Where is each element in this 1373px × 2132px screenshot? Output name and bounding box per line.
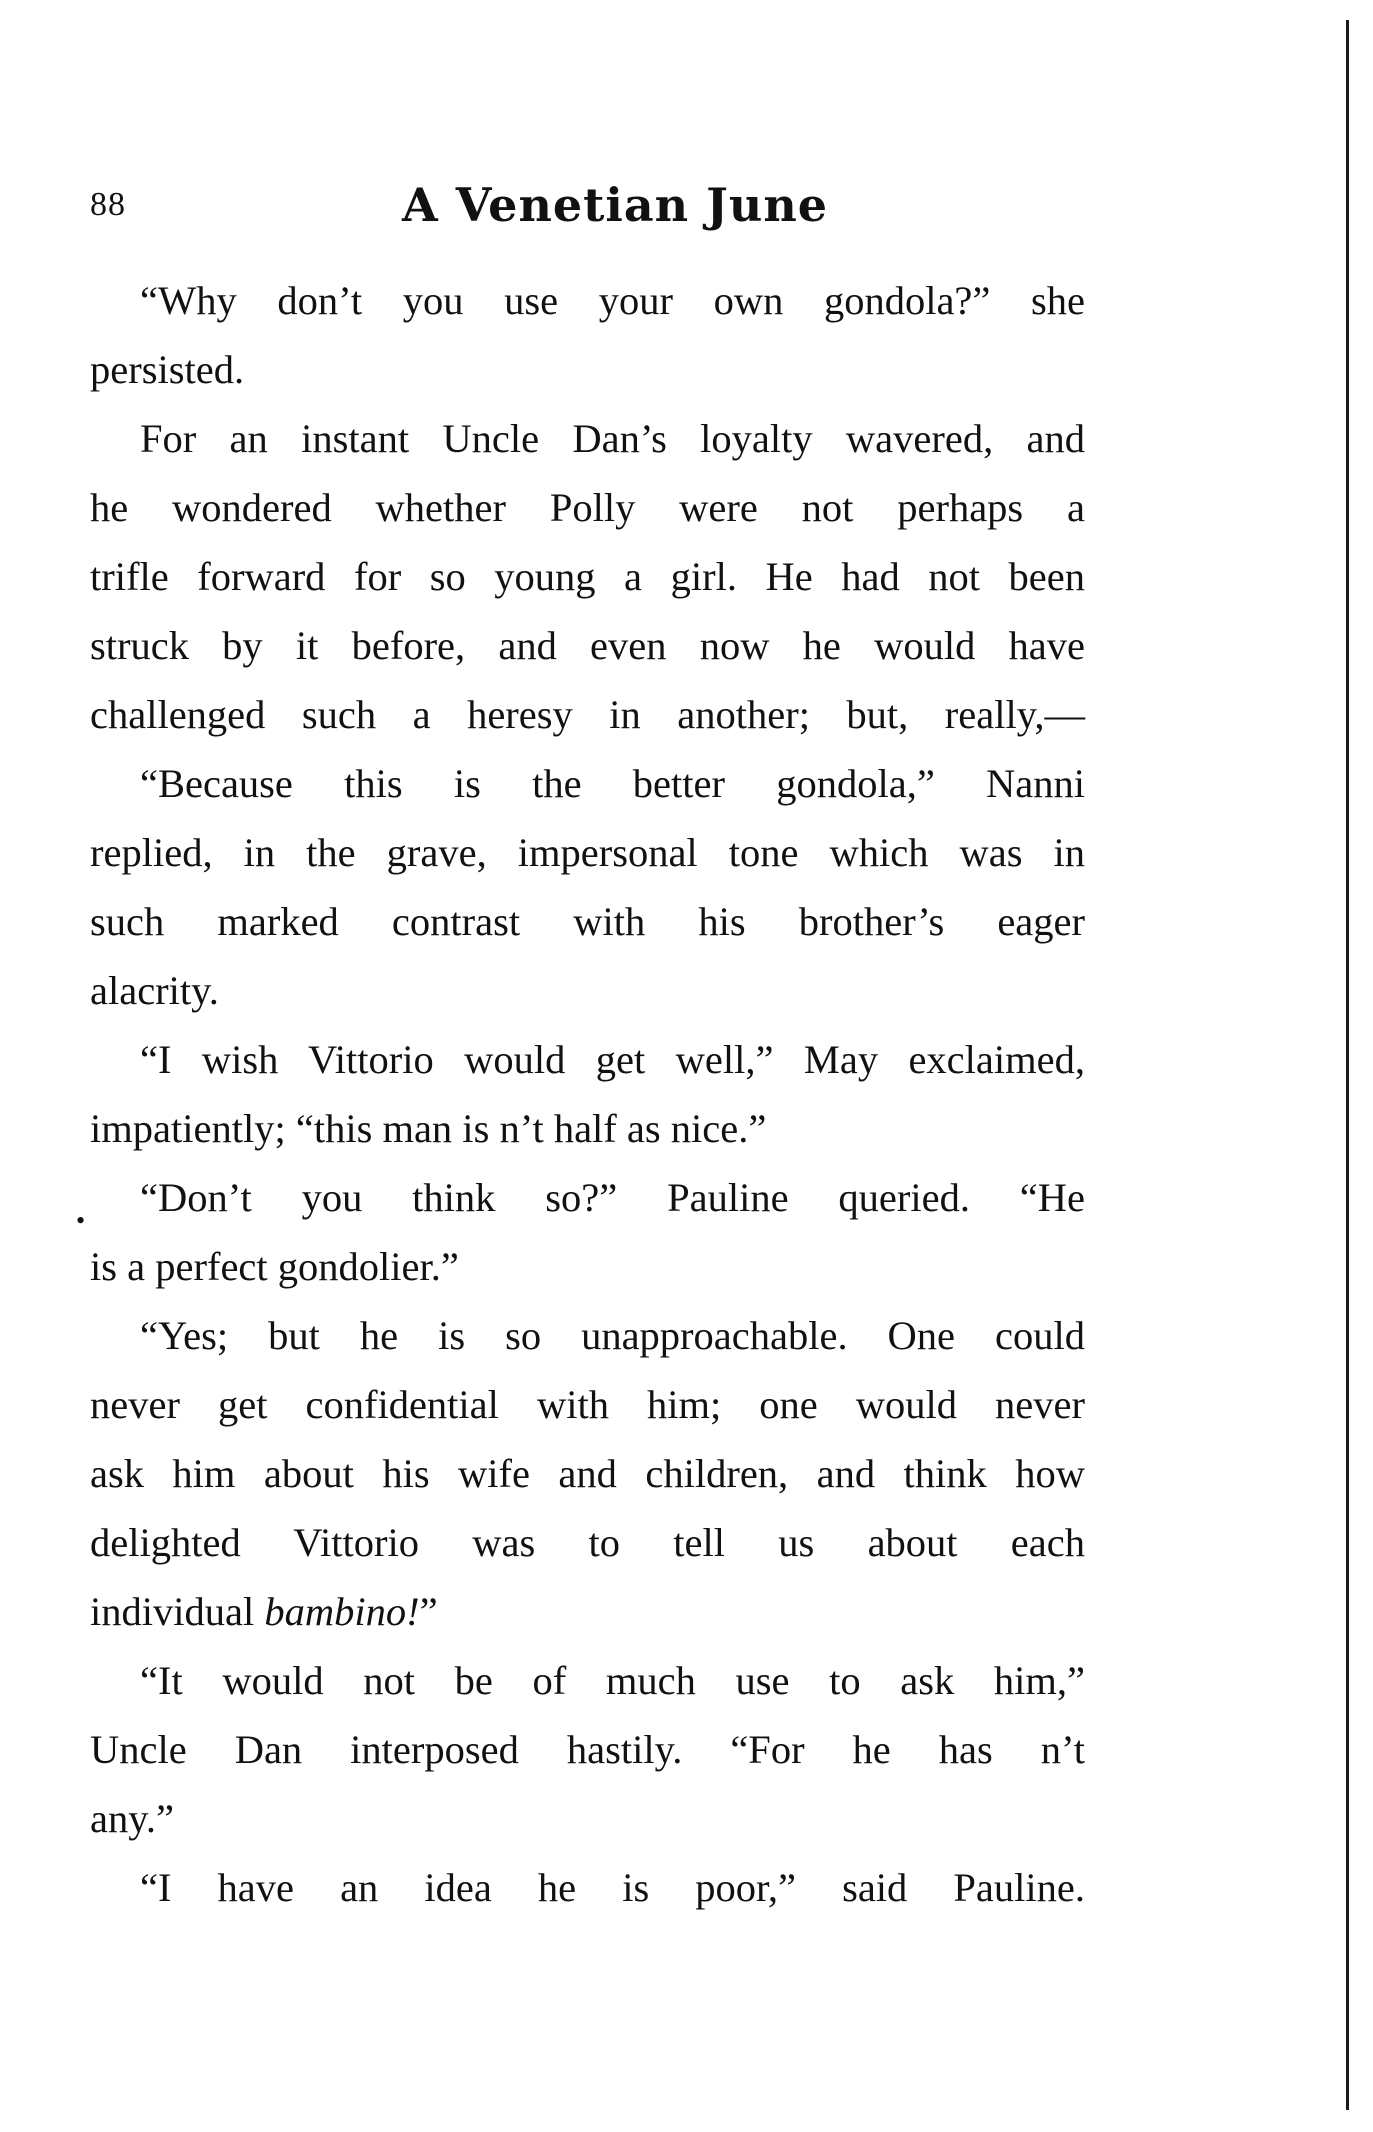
running-title: A Venetian June [402,178,829,232]
text-line: For an instant Uncle Dan’s loyalty wavered, and [140,416,1085,461]
text-line: “Why don’t you use your own gondola?” she [140,278,1085,323]
text-line: trifle forward for so young a girl. He had not been [90,554,1085,599]
text-line: Uncle Dan interposed hastily. “For he has n’t [90,1727,1085,1772]
page-number: 88 [90,186,126,223]
text-line: “I wish Vittorio would get well,” May exclaimed, [140,1037,1085,1082]
text-line: any.” [90,1796,174,1841]
text-line: alacrity. [90,968,219,1013]
text-line: never get confidential with him; one would never [90,1382,1085,1427]
text-line: struck by it before, and even now he would have [90,623,1085,668]
page-edge-rule [1346,20,1349,2110]
text-line: such marked contrast with his brother’s eager [90,899,1085,944]
text-line: ask him about his wife and children, and think how [90,1451,1085,1496]
body-text [90,266,1085,1922]
text-line: is a perfect gondolier.” [90,1244,459,1289]
text-line: “I have an idea he is poor,” said Pauline. [140,1865,1085,1910]
text-line: replied, in the grave, impersonal tone which was in [90,830,1085,875]
text-line: “Yes; but he is so unapproachable. One could [140,1313,1085,1358]
text-line: “Don’t you think so?” Pauline queried. “He [140,1175,1085,1220]
text-line: he wondered whether Polly were not perhaps a [90,485,1085,530]
text-line: challenged such a heresy in another; but, really,— [90,692,1085,737]
text-line: persisted. [90,347,245,392]
text-line: “It would not be of much use to ask him,” [140,1658,1085,1703]
page-header [90,178,1090,238]
text-line: delighted Vittorio was to tell us about each [90,1520,1085,1565]
text-line: individual bambino!” [90,1589,438,1634]
text-line: impatiently; “this man is n’t half as nice.” [90,1106,767,1151]
margin-bullet-mark: • [76,1206,86,1235]
text-line: “Because this is the better gondola,” Nanni [140,761,1085,806]
